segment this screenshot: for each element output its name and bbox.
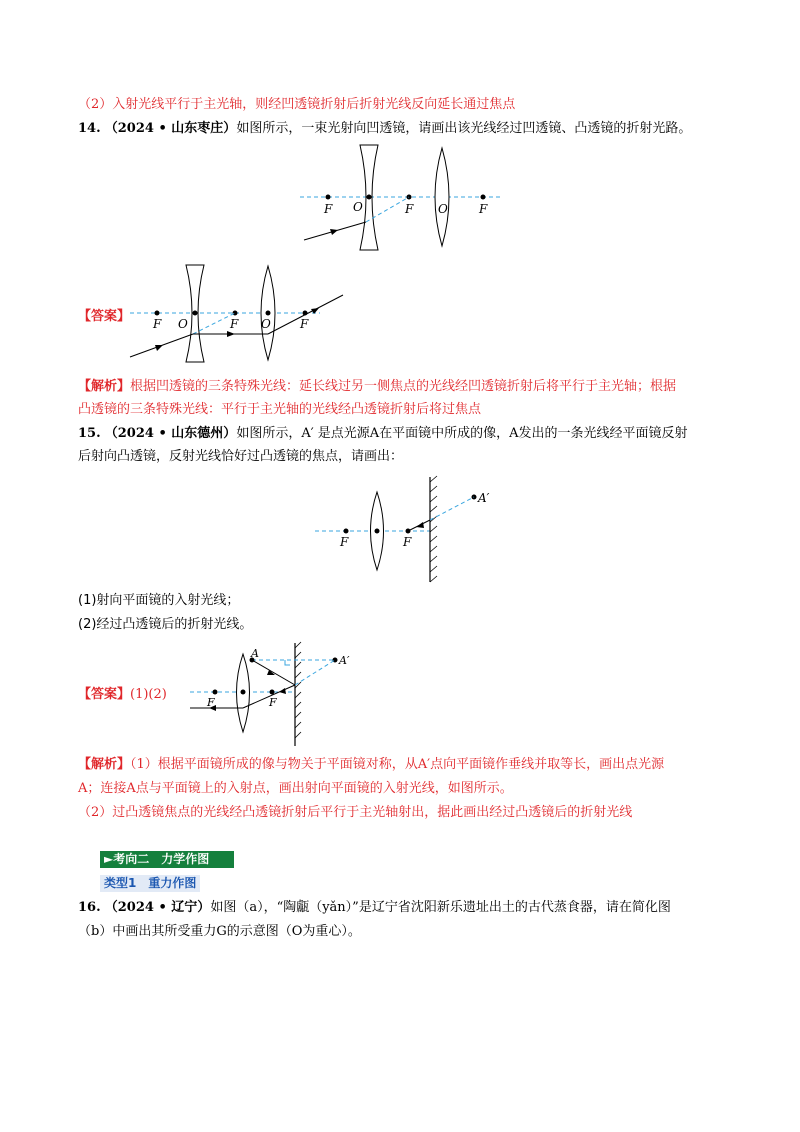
- convex-lens: [435, 148, 449, 246]
- q14-label-f1: F: [324, 202, 333, 216]
- q15-analysis-tag: 【解析】: [78, 757, 131, 772]
- q15-analysis-1: [78, 756, 664, 774]
- question-16-line-2: （b）中画出其所受重力G的示意图（O为重心）。: [78, 924, 361, 939]
- q15-number: 15.: [78, 426, 101, 441]
- q14-label-o1: O: [353, 200, 363, 214]
- question-14: [78, 120, 691, 138]
- q15-item-1: (1)射向平面镜的入射光线；: [78, 593, 240, 608]
- q14-label-o2: O: [438, 202, 448, 216]
- q15-answer: [78, 686, 167, 704]
- q15-figure: [310, 472, 500, 584]
- q15a-label-f1: F: [207, 696, 215, 709]
- q15-item-2: (2)经过凸透镜后的折射光线。: [78, 617, 253, 632]
- q14-source: （2024 • 山东枣庄）: [104, 121, 237, 136]
- q16-text-1: 如图（a），“陶甗（yǎn）”是辽宁省沈阳新乐遗址出土的古代蒸食器，请在简化图: [210, 900, 671, 915]
- q14a-label-f3: F: [300, 317, 309, 331]
- q16-number: 16.: [78, 900, 101, 915]
- q15-answer-tag: 【答案】: [78, 687, 131, 702]
- question-15-line-2: 后射向凸透镜，反射光线恰好过凸透镜的焦点，请画出：: [78, 449, 404, 464]
- q15a-label-a-prime: A′: [339, 654, 350, 667]
- q14-label-f3: F: [479, 202, 488, 216]
- q15a-label-a: A: [251, 647, 259, 660]
- intro-line: （2）入射光线平行于主光轴，则经凹透镜折射后折射光线反向延长通过焦点: [78, 97, 516, 112]
- q14-figure: [290, 140, 510, 260]
- q14-analysis-tag: 【解析】: [78, 379, 131, 394]
- q15a-label-f2: F: [269, 696, 277, 709]
- q15-answer-figure: [185, 640, 365, 748]
- q14a-label-o2: O: [261, 317, 271, 331]
- q14-label-f2: F: [405, 202, 414, 216]
- q15-analysis-text-1: （1）根据平面镜所成的像与物关于平面镜对称，从A′点向平面镜作垂线并取等长，画出点光源: [130, 757, 665, 772]
- q14-number: 14.: [78, 121, 101, 136]
- question-15-line-1: [78, 425, 688, 443]
- q14-answer-tag: 【答案】: [78, 309, 131, 324]
- q15-analysis-3: （2）过凸透镜焦点的光线经凸透镜折射后平行于主光轴射出，据此画出经过凸透镜后的折射光线: [78, 805, 633, 820]
- q14-analysis-2: 凸透镜的三条特殊光线：平行于主光轴的光线经凸透镜折射后将过焦点: [78, 402, 482, 417]
- q14a-label-o1: O: [178, 317, 188, 331]
- question-16-line-1: [78, 899, 671, 917]
- q15-label-f1: F: [340, 535, 349, 549]
- q14-analysis-1: [78, 378, 676, 396]
- section-type: 类型1 重力作图: [100, 875, 200, 892]
- q15-answer-text: (1)(2): [130, 687, 167, 702]
- q14-text: 如图所示，一束光射向凹透镜，请画出该光线经过凹透镜、凸透镜的折射光路。: [236, 121, 692, 136]
- q15-label-a-prime: A′: [478, 491, 490, 505]
- q14-analysis-text-1: 根据凹透镜的三条特殊光线：延长线过另一侧焦点的光线经凹透镜折射后将平行于主光轴；根据: [130, 379, 677, 394]
- q14a-label-f2: F: [230, 317, 239, 331]
- q15-label-f2: F: [403, 535, 412, 549]
- section-banner: ►考向二 力学作图: [100, 851, 234, 868]
- q15-text-1: 如图所示，A′ 是点光源A在平面镜中所成的像，A发出的一条光线经平面镜反射: [236, 426, 688, 441]
- q15-analysis-2: A；连接A点与平面镜上的入射点，画出射向平面镜的入射光线，如图所示。: [78, 781, 513, 796]
- q14-answer-figure: [125, 262, 350, 370]
- q14a-label-f1: F: [153, 317, 162, 331]
- q16-source: （2024 • 辽宁）: [104, 900, 211, 915]
- q15-source: （2024 • 山东德州）: [104, 426, 237, 441]
